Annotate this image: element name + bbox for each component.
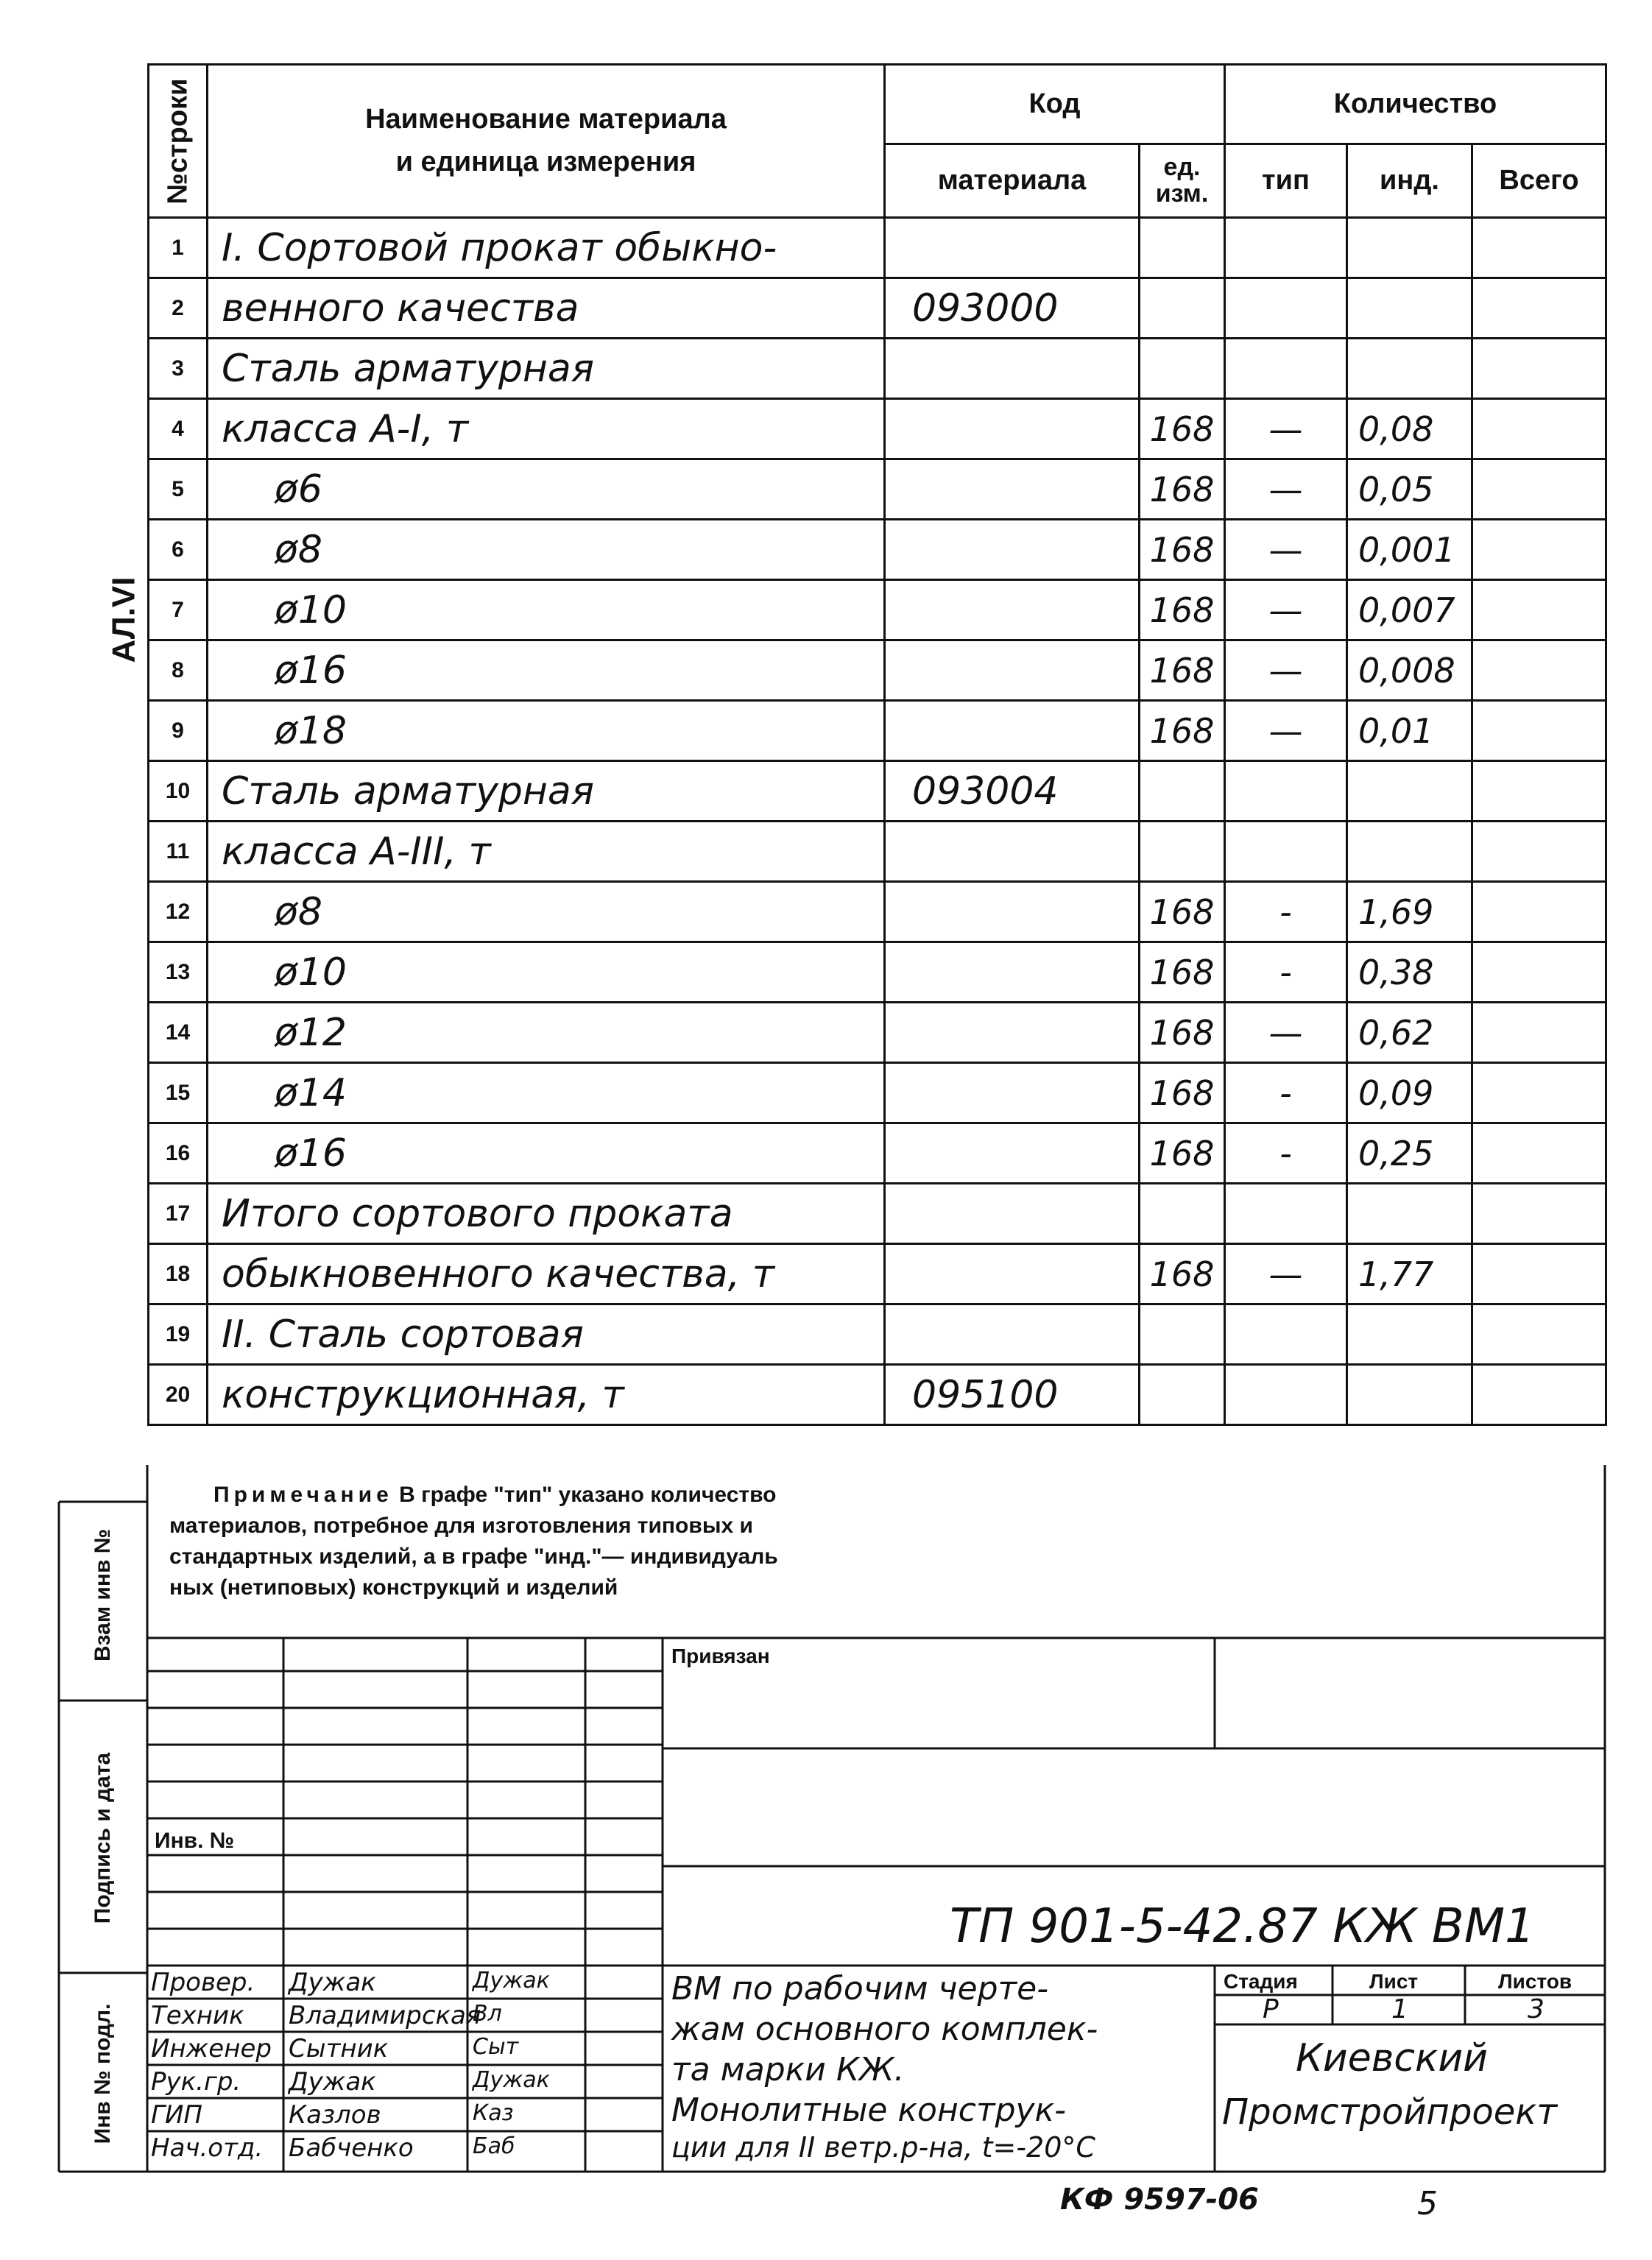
row-number: 19 xyxy=(149,1304,208,1365)
row-number: 10 xyxy=(149,761,208,822)
row-number: 18 xyxy=(149,1244,208,1304)
row-number: 15 xyxy=(149,1063,208,1123)
stage-value: Р xyxy=(1263,1994,1279,2024)
qty-ind: 0,09 xyxy=(1347,1063,1472,1123)
qty-typ: — xyxy=(1225,459,1347,520)
unit-code: 168 xyxy=(1140,580,1225,640)
row-number: 12 xyxy=(149,882,208,942)
material-name: I. Сортовой прокат обыкно- xyxy=(208,218,885,278)
signature-mark: Сыт xyxy=(473,2034,519,2060)
qty-ind: 0,62 xyxy=(1347,1003,1472,1063)
row-number: 6 xyxy=(149,520,208,580)
material-code: 093004 xyxy=(885,761,1140,822)
row-number: 3 xyxy=(149,339,208,399)
note-lead: Примечание xyxy=(213,1483,393,1507)
header-code: Код xyxy=(885,65,1225,144)
document-code: ТП 901-5-42.87 КЖ ВМ1 xyxy=(950,1899,1535,1954)
material-name: ø6 xyxy=(208,459,885,520)
sheets-value: 3 xyxy=(1528,1994,1545,2024)
qty-ind: 0,08 xyxy=(1347,399,1472,459)
description-line-2: жам основного комплек- xyxy=(671,2010,1098,2048)
signature-name: Владимирская xyxy=(289,2001,481,2030)
signature-mark: Дужак xyxy=(473,1968,550,1994)
material-name: конструкционная, т xyxy=(208,1365,885,1425)
material-name: Сталь арматурная xyxy=(208,339,885,399)
row-number: 2 xyxy=(149,278,208,339)
qty-ind: 0,38 xyxy=(1347,942,1472,1003)
signature-role: Нач.отд. xyxy=(151,2133,264,2163)
signature-name: Дужак xyxy=(289,2067,376,2097)
strip-vzam-inv: Взам инв № xyxy=(91,1528,115,1662)
header-code-unit: ед. изм. xyxy=(1140,144,1225,218)
organization-line-1: Киевский xyxy=(1296,2036,1488,2080)
unit-code: 168 xyxy=(1140,882,1225,942)
signature-name: Сытник xyxy=(289,2034,389,2063)
qty-typ: — xyxy=(1225,399,1347,459)
material-name: класса А-I, т xyxy=(208,399,885,459)
description-line-4: Монолитные конструк- xyxy=(671,2091,1066,2129)
material-name: Сталь арматурная xyxy=(208,761,885,822)
signature-role: Рук.гр. xyxy=(151,2067,241,2097)
qty-typ: — xyxy=(1225,580,1347,640)
header-qty-typ: тип xyxy=(1225,144,1347,218)
signature-role: Инженер xyxy=(151,2034,272,2063)
row-number: 17 xyxy=(149,1184,208,1244)
qty-ind: 0,001 xyxy=(1347,520,1472,580)
signature-name: Казлов xyxy=(289,2100,381,2130)
qty-typ: - xyxy=(1225,942,1347,1003)
qty-typ: - xyxy=(1225,1123,1347,1184)
row-number: 16 xyxy=(149,1123,208,1184)
unit-code: 168 xyxy=(1140,942,1225,1003)
signature-role: ГИП xyxy=(151,2100,202,2130)
material-name: ø8 xyxy=(208,882,885,942)
material-name: венного качества xyxy=(208,278,885,339)
material-name: Итого сортового проката xyxy=(208,1184,885,1244)
unit-code: 168 xyxy=(1140,520,1225,580)
qty-typ: — xyxy=(1225,701,1347,761)
signature-mark: Каз xyxy=(473,2100,514,2126)
header-code-material: материала xyxy=(885,144,1140,218)
row-number: 9 xyxy=(149,701,208,761)
description-line-1: ВМ по рабочим черте- xyxy=(671,1970,1049,2007)
header-row-number: №строки xyxy=(149,65,208,218)
material-name: класса А-III, т xyxy=(208,822,885,882)
header-qty-ind: инд. xyxy=(1347,144,1472,218)
signature-role: Техник xyxy=(151,2001,244,2030)
sheet-value: 1 xyxy=(1391,1994,1408,2024)
signature-mark: Вл xyxy=(473,2001,502,2027)
qty-typ: - xyxy=(1225,882,1347,942)
row-number: 8 xyxy=(149,640,208,701)
row-number: 4 xyxy=(149,399,208,459)
qty-ind: 0,05 xyxy=(1347,459,1472,520)
unit-code: 168 xyxy=(1140,1063,1225,1123)
row-number: 11 xyxy=(149,822,208,882)
stage-label: Стадия xyxy=(1224,1970,1298,1993)
unit-code: 168 xyxy=(1140,1003,1225,1063)
material-name: ø16 xyxy=(208,1123,885,1184)
qty-ind: 1,69 xyxy=(1347,882,1472,942)
qty-ind: 0,008 xyxy=(1347,640,1472,701)
strip-podpis-data: Подпись и дата xyxy=(91,1752,115,1924)
side-mark: АЛ.VI xyxy=(105,576,142,663)
row-number: 1 xyxy=(149,218,208,278)
header-quantity: Количество xyxy=(1225,65,1606,144)
sheet-label: Лист xyxy=(1369,1970,1419,1993)
signature-mark: Баб xyxy=(473,2133,515,2159)
qty-typ: — xyxy=(1225,520,1347,580)
note-line-1: В графе "тип" указано количество xyxy=(399,1483,777,1507)
material-name: ø14 xyxy=(208,1063,885,1123)
privyazan-label: Привязан xyxy=(671,1645,770,1667)
material-name: ø12 xyxy=(208,1003,885,1063)
row-number: 7 xyxy=(149,580,208,640)
qty-ind: 0,25 xyxy=(1347,1123,1472,1184)
sheets-label: Листов xyxy=(1498,1970,1572,1993)
qty-ind: 0,01 xyxy=(1347,701,1472,761)
inv-no-label: Инв. № xyxy=(155,1829,235,1853)
signature-mark: Дужак xyxy=(473,2067,550,2093)
material-name: ø10 xyxy=(208,942,885,1003)
page-number: 5 xyxy=(1417,2185,1438,2222)
qty-typ: — xyxy=(1225,640,1347,701)
row-number: 13 xyxy=(149,942,208,1003)
organization-line-2: Промстройпроект xyxy=(1222,2091,1558,2133)
archive-code: КФ 9597-06 xyxy=(1060,2183,1259,2217)
material-name: II. Сталь сортовая xyxy=(208,1304,885,1365)
material-name: обыкновенного качества, т xyxy=(208,1244,885,1304)
note-line-4: ных (нетиповых) конструкций и изделий xyxy=(169,1575,618,1600)
qty-ind: 0,007 xyxy=(1347,580,1472,640)
unit-code: 168 xyxy=(1140,1244,1225,1304)
qty-typ: - xyxy=(1225,1063,1347,1123)
description-line-3: та марки КЖ. xyxy=(671,2051,905,2088)
material-name: ø8 xyxy=(208,520,885,580)
unit-code: 168 xyxy=(1140,701,1225,761)
material-name: ø18 xyxy=(208,701,885,761)
signature-name: Бабченко xyxy=(289,2133,414,2163)
note-line-3: стандартных изделий, а в графе "инд."— индивидуаль xyxy=(169,1544,778,1569)
description-line-5: ции для II ветр.р-на, t=-20°C xyxy=(671,2131,1095,2164)
material-name: ø10 xyxy=(208,580,885,640)
header-qty-total: Всего xyxy=(1472,144,1606,218)
row-number: 14 xyxy=(149,1003,208,1063)
qty-typ: — xyxy=(1225,1244,1347,1304)
qty-typ: — xyxy=(1225,1003,1347,1063)
unit-code: 168 xyxy=(1140,1123,1225,1184)
signature-role: Провер. xyxy=(151,1968,255,1997)
unit-code: 168 xyxy=(1140,459,1225,520)
material-name: ø16 xyxy=(208,640,885,701)
strip-inv-podl: Инв № подл. xyxy=(91,2003,115,2144)
signature-name: Дужак xyxy=(289,1968,376,1997)
unit-code: 168 xyxy=(1140,640,1225,701)
unit-code: 168 xyxy=(1140,399,1225,459)
material-code: 093000 xyxy=(885,278,1140,339)
row-number: 5 xyxy=(149,459,208,520)
header-material-name: Наименование материала и единица измерения xyxy=(208,65,885,218)
material-code: 095100 xyxy=(885,1365,1140,1425)
qty-ind: 1,77 xyxy=(1347,1244,1472,1304)
row-number: 20 xyxy=(149,1365,208,1425)
note-line-2: материалов, потребное для изготовления типовых и xyxy=(169,1514,753,1538)
